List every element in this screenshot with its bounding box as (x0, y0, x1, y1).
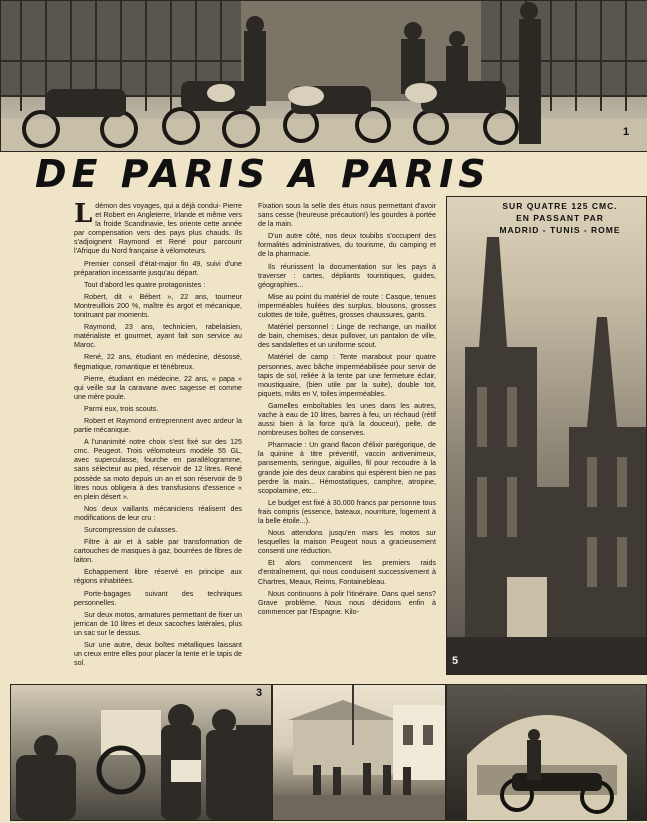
photo-motorcyclists (0, 0, 647, 152)
paragraph: Mise au point du matériel de route : Casque, tenues imperméables huilées des surplus, blousons, grosses culottes de toile, guêtres, grosses chaussures, gants. (258, 292, 436, 320)
motorcyclists-illustration (1, 1, 647, 151)
subtitle-line: EN PASSANT PAR (516, 213, 604, 223)
paragraph: Premier conseil d'état-major fin 49, suivi d'une préparation incessante jusqu'au départ. (74, 259, 242, 277)
photo-number-3: 3 (256, 687, 263, 699)
paragraph: Robert, dit « Bébert », 22 ans, tourneur Montreuillois 200 %, maître ès argot et mécanique, tonitruant par moments. (74, 292, 242, 320)
village-illustration (273, 685, 445, 820)
paragraph: Nous attendons jusqu'en mars les motos sur lesquelles la maison Peugeot nous a gracieusement consenti une réduction. (258, 529, 436, 556)
subtitle-line: SUR QUATRE 125 CMC. (502, 201, 618, 211)
photo-archway (446, 684, 647, 821)
paragraph: Pharmacie : Un grand flacon d'élixir parégorique, de la quinine à titre préventif, vaccin antivenimeux, pansements, seringue, aiguilles, fil pour recoudre à la grande joie des deux carabins qui espèrent bien ne pas perdre la main... Hémostatiques, camphre, atropine, scopolamine, etc... (258, 441, 436, 495)
paragraph: Parmi eux, trois scouts. (84, 404, 159, 413)
paragraph: D'un autre côté, nos deux toubibs s'occupent des formalités administratives, du tourisme, du camping et de la pharmacie. (258, 232, 436, 259)
photo-cathedral (446, 196, 647, 675)
archway-illustration (447, 685, 646, 820)
photo-number-5: 5 (452, 655, 459, 667)
riders-illustration (11, 685, 271, 820)
subtitle (474, 200, 646, 236)
subtitle-line: MADRID - TUNIS - ROME (499, 225, 621, 235)
paragraph: Fixation sous la selle des étuis nous permettant d'avoir sans cesse (heureuse précaution!) les gourdes à portée de la main. (258, 202, 436, 229)
paragraph: Tout d'abord les quatre protagonistes : (84, 280, 206, 289)
paragraph: Nous continuons à polir l'itinéraire. Dans quel sens? Grave problème. Nous nous décidons enfin à commencer par l'Espagne. Kilo- (258, 589, 436, 616)
paragraph: Matériel de camp : Tente marabout pour quatre personnes, avec bâche imperméabilisée pour servir de tapis de sol, reliée à la tente par une fermeture éclair, moustiquaire, (bien utile par la suite), double toit, piquets, mâts en V, toiles imperméables. (258, 353, 436, 398)
paragraph: Sur une autre, deux boîtes métalliques laissant un creux entre elles pour placer la tente et le tapis de sol. (74, 641, 242, 668)
paragraph: Echappement libre réservé en principe aux régions inhabitées. (74, 568, 242, 586)
cathedral-illustration (447, 197, 646, 674)
paragraph: Nos deux vaillants mécaniciens réalisent des modifications de leur cru : (74, 504, 242, 522)
paragraph: Le budget est fixé à 30.000 francs par personne tous frais compris (essence, bateaux, nourriture, logement à la belle étoile...). (258, 498, 436, 525)
paragraph: Pierre, étudiant en médecine, 22 ans, « papa » qui veille sur la caravane avec sagesse et comme une mère poule. (74, 374, 242, 401)
photo-riders-map (10, 684, 272, 821)
paragraph: Ldémon des voyages, qui a déjà condui- Pierre et Robert en Angleterre, Irlande et même vers la froide Scandinavie, les oriente cette année par compensation vers des pays plus chauds. Ils s'adjoignent Raymond et René pour parcourir l'Afrique du Nord française à vélomoteurs. (74, 199, 242, 256)
article-column-1 (74, 199, 242, 671)
paragraph: Sur deux motos, armatures permettant de fixer un jerrican de 10 litres et deux sacoches latérales, plus un sac sur le dessus. (74, 610, 242, 637)
paragraph: René, 22 ans, étudiant en médecine, désossé, flegmatique, romantique et ténébreux. (74, 353, 242, 371)
paragraph: Robert et Raymond entreprennent avec ardeur la partie mécanique. (74, 416, 242, 435)
paragraph: Surcompression de culasses. (84, 526, 178, 534)
paragraph: A l'unanimité notre choix s'est fixé sur des 125 cmc. Peugeot. Trois vélomoteurs modèle 55 GL, avec superculasse, fourche en parallélogramme, sans sélecteur au pied, réservoir de 12 litres. René possède sa moto depuis un an et son réservoir de 9 litres nous obligera à des transfusions d'essence « en plein désert ». (74, 438, 242, 501)
paragraph: Matériel personnel : Linge de rechange, un maillot de bain, chemises, deux pullover, un pantalon de ville, des sandalettes et un uniforme scout. (258, 323, 436, 350)
paragraph: Porte-bagages suivant des techniques personnelles. (74, 589, 242, 607)
article-column-2 (258, 202, 436, 620)
photo-village (272, 684, 446, 821)
paragraph: Filtre à air et à sable par transformation de cartouches de masques à gaz, bourrées de fibres de laiton. (74, 538, 242, 565)
photo-number-1: 1 (623, 126, 630, 138)
paragraph: Raymond, 23 ans, technicien, rabelaisien, matérialiste et gourmet, ayant fait son service au Maroc. (74, 323, 242, 350)
drop-cap: L (74, 199, 93, 229)
paragraph: Gamelles emboîtables les unes dans les autres, vache à eau de 10 litres, barres à feu, un réchaud (rétif aussi bien à la force qu'à la douceur), pelle, de nombreuses boîtes de conserves. (258, 401, 436, 438)
article-title: DE PARIS A PARIS (35, 152, 491, 196)
paragraph: Et alors commencent les premiers raids d'entraînement, qui nous conduisent successivement à Chartres, Meaux, Reims, Fontainebleau. (258, 559, 436, 586)
paragraph: Ils réunissent la documentation sur les pays à traverser : cartes, dépliants touristiques, guides, géographies... (258, 262, 436, 289)
